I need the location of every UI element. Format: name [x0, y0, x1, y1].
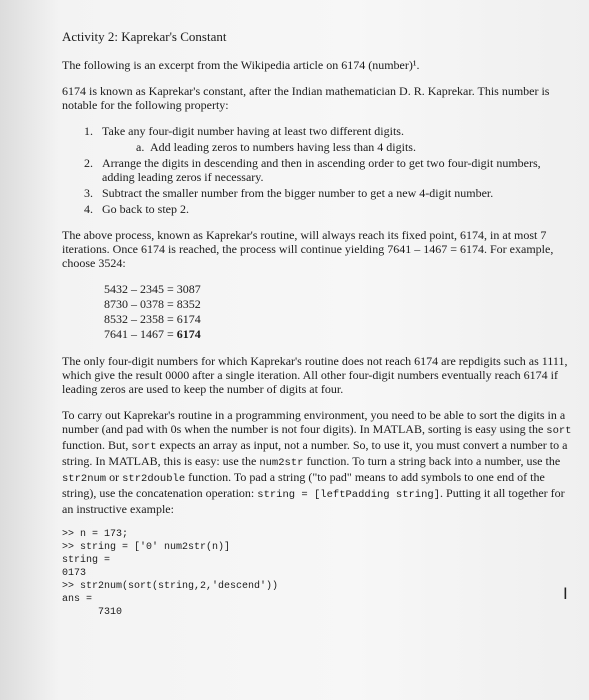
step-number: a. — [136, 140, 145, 154]
code-sort: sort — [546, 425, 572, 437]
code-line-6: ans = — [62, 594, 93, 605]
activity-title: Activity 2: Kaprekar's Constant — [62, 29, 227, 44]
matlab-text-7: . Putting it all together for an instructive example: — [62, 486, 565, 516]
step-text: Go back to step 2. — [102, 202, 189, 216]
example-line-4-result: 6174 — [176, 327, 201, 341]
matlab-paragraph — [62, 408, 572, 516]
text-cursor-icon: I — [563, 584, 568, 603]
example-line-1: 5432 – 2345 = 3087 — [104, 282, 201, 296]
code-line-3: string = — [62, 555, 111, 566]
step-text: Subtract the smaller number from the bigger number to get a new 4-digit number. — [102, 186, 494, 200]
step-text: Arrange the digits in descending and then in ascending order to get two four-digit numbers, adding leading zeros if necessary. — [102, 156, 541, 184]
matlab-text-5: or — [106, 470, 123, 484]
code-str2double: str2double — [122, 473, 186, 485]
document-content — [62, 30, 572, 619]
step-number: 2. — [84, 156, 93, 170]
code-example — [62, 528, 572, 619]
code-num2str: num2str — [259, 457, 304, 469]
step-1 — [84, 124, 572, 138]
example-calculation — [104, 282, 572, 342]
example-line-3: 8532 – 2358 = 6174 — [104, 312, 201, 326]
code-str2num: str2num — [62, 473, 107, 485]
step-text: Add leading zeros to numbers having less than 4 digits. — [150, 140, 416, 154]
code-line-7: 7310 — [62, 607, 123, 618]
matlab-text-2: function. But, — [62, 438, 132, 452]
matlab-text-6: function. To pad a string ("to pad" means to add symbols to one end of the string), use the concatenation operation: — [62, 470, 545, 500]
matlab-text-3: expects an array as input, not a number. So, to use it, you must convert a number to a string. In MATLAB, this is easy: use the — [62, 438, 568, 468]
example-line-4 — [104, 327, 572, 342]
repdigits-paragraph: The only four-digit numbers for which Kaprekar's routine does not reach 6174 are repdigits such as 1111, which give the result 0000 after a single iteration. All other four-digit numbers eventually reach 6174 if leading zeros are used to keep the number of digits at four. — [62, 354, 568, 396]
step-text: Take any four-digit number having at least two different digits. — [102, 124, 404, 138]
step-2 — [84, 156, 572, 184]
example-line-4-expression: 7641 – 1467 = — [104, 327, 177, 341]
code-line-2: >> string = ['0' num2str(n)] — [62, 542, 231, 553]
step-1a — [84, 140, 572, 154]
matlab-text-4: function. To turn a string back into a number, use the — [303, 454, 561, 468]
code-line-4: 0173 — [62, 568, 87, 579]
step-number: 3. — [84, 186, 93, 200]
definition-paragraph: 6174 is known as Kaprekar's constant, after the Indian mathematician D. R. Kaprekar. This number is notable for the following property: — [62, 84, 550, 112]
code-sort-2: sort — [131, 441, 157, 453]
step-4 — [84, 202, 572, 216]
step-number: 4. — [84, 202, 93, 216]
code-concatenation: string = [leftPadding string] — [257, 489, 441, 501]
example-line-2: 8730 – 0378 = 8352 — [104, 297, 201, 311]
code-line-5: >> str2num(sort(string,2,'descend')) — [62, 581, 279, 592]
code-line-1: >> n = 173; — [62, 529, 129, 540]
steps-list — [62, 124, 572, 216]
intro-paragraph: The following is an excerpt from the Wikipedia article on 6174 (number)¹. — [62, 58, 420, 72]
step-3 — [84, 186, 572, 200]
routine-paragraph: The above process, known as Kaprekar's routine, will always reach its fixed point, 6174, in at most 7 iterations. Once 6174 is reached, the process will continue yielding 7641 – 1467 = 6174. For example, choose 3524: — [62, 228, 554, 270]
matlab-text-1: To carry out Kaprekar's routine in a programming environment, you need to be able to sort the digits in a number (and pad with 0s when the number is not four digits). In MATLAB, sorting is easy using the — [62, 408, 566, 436]
step-number: 1. — [84, 124, 93, 138]
